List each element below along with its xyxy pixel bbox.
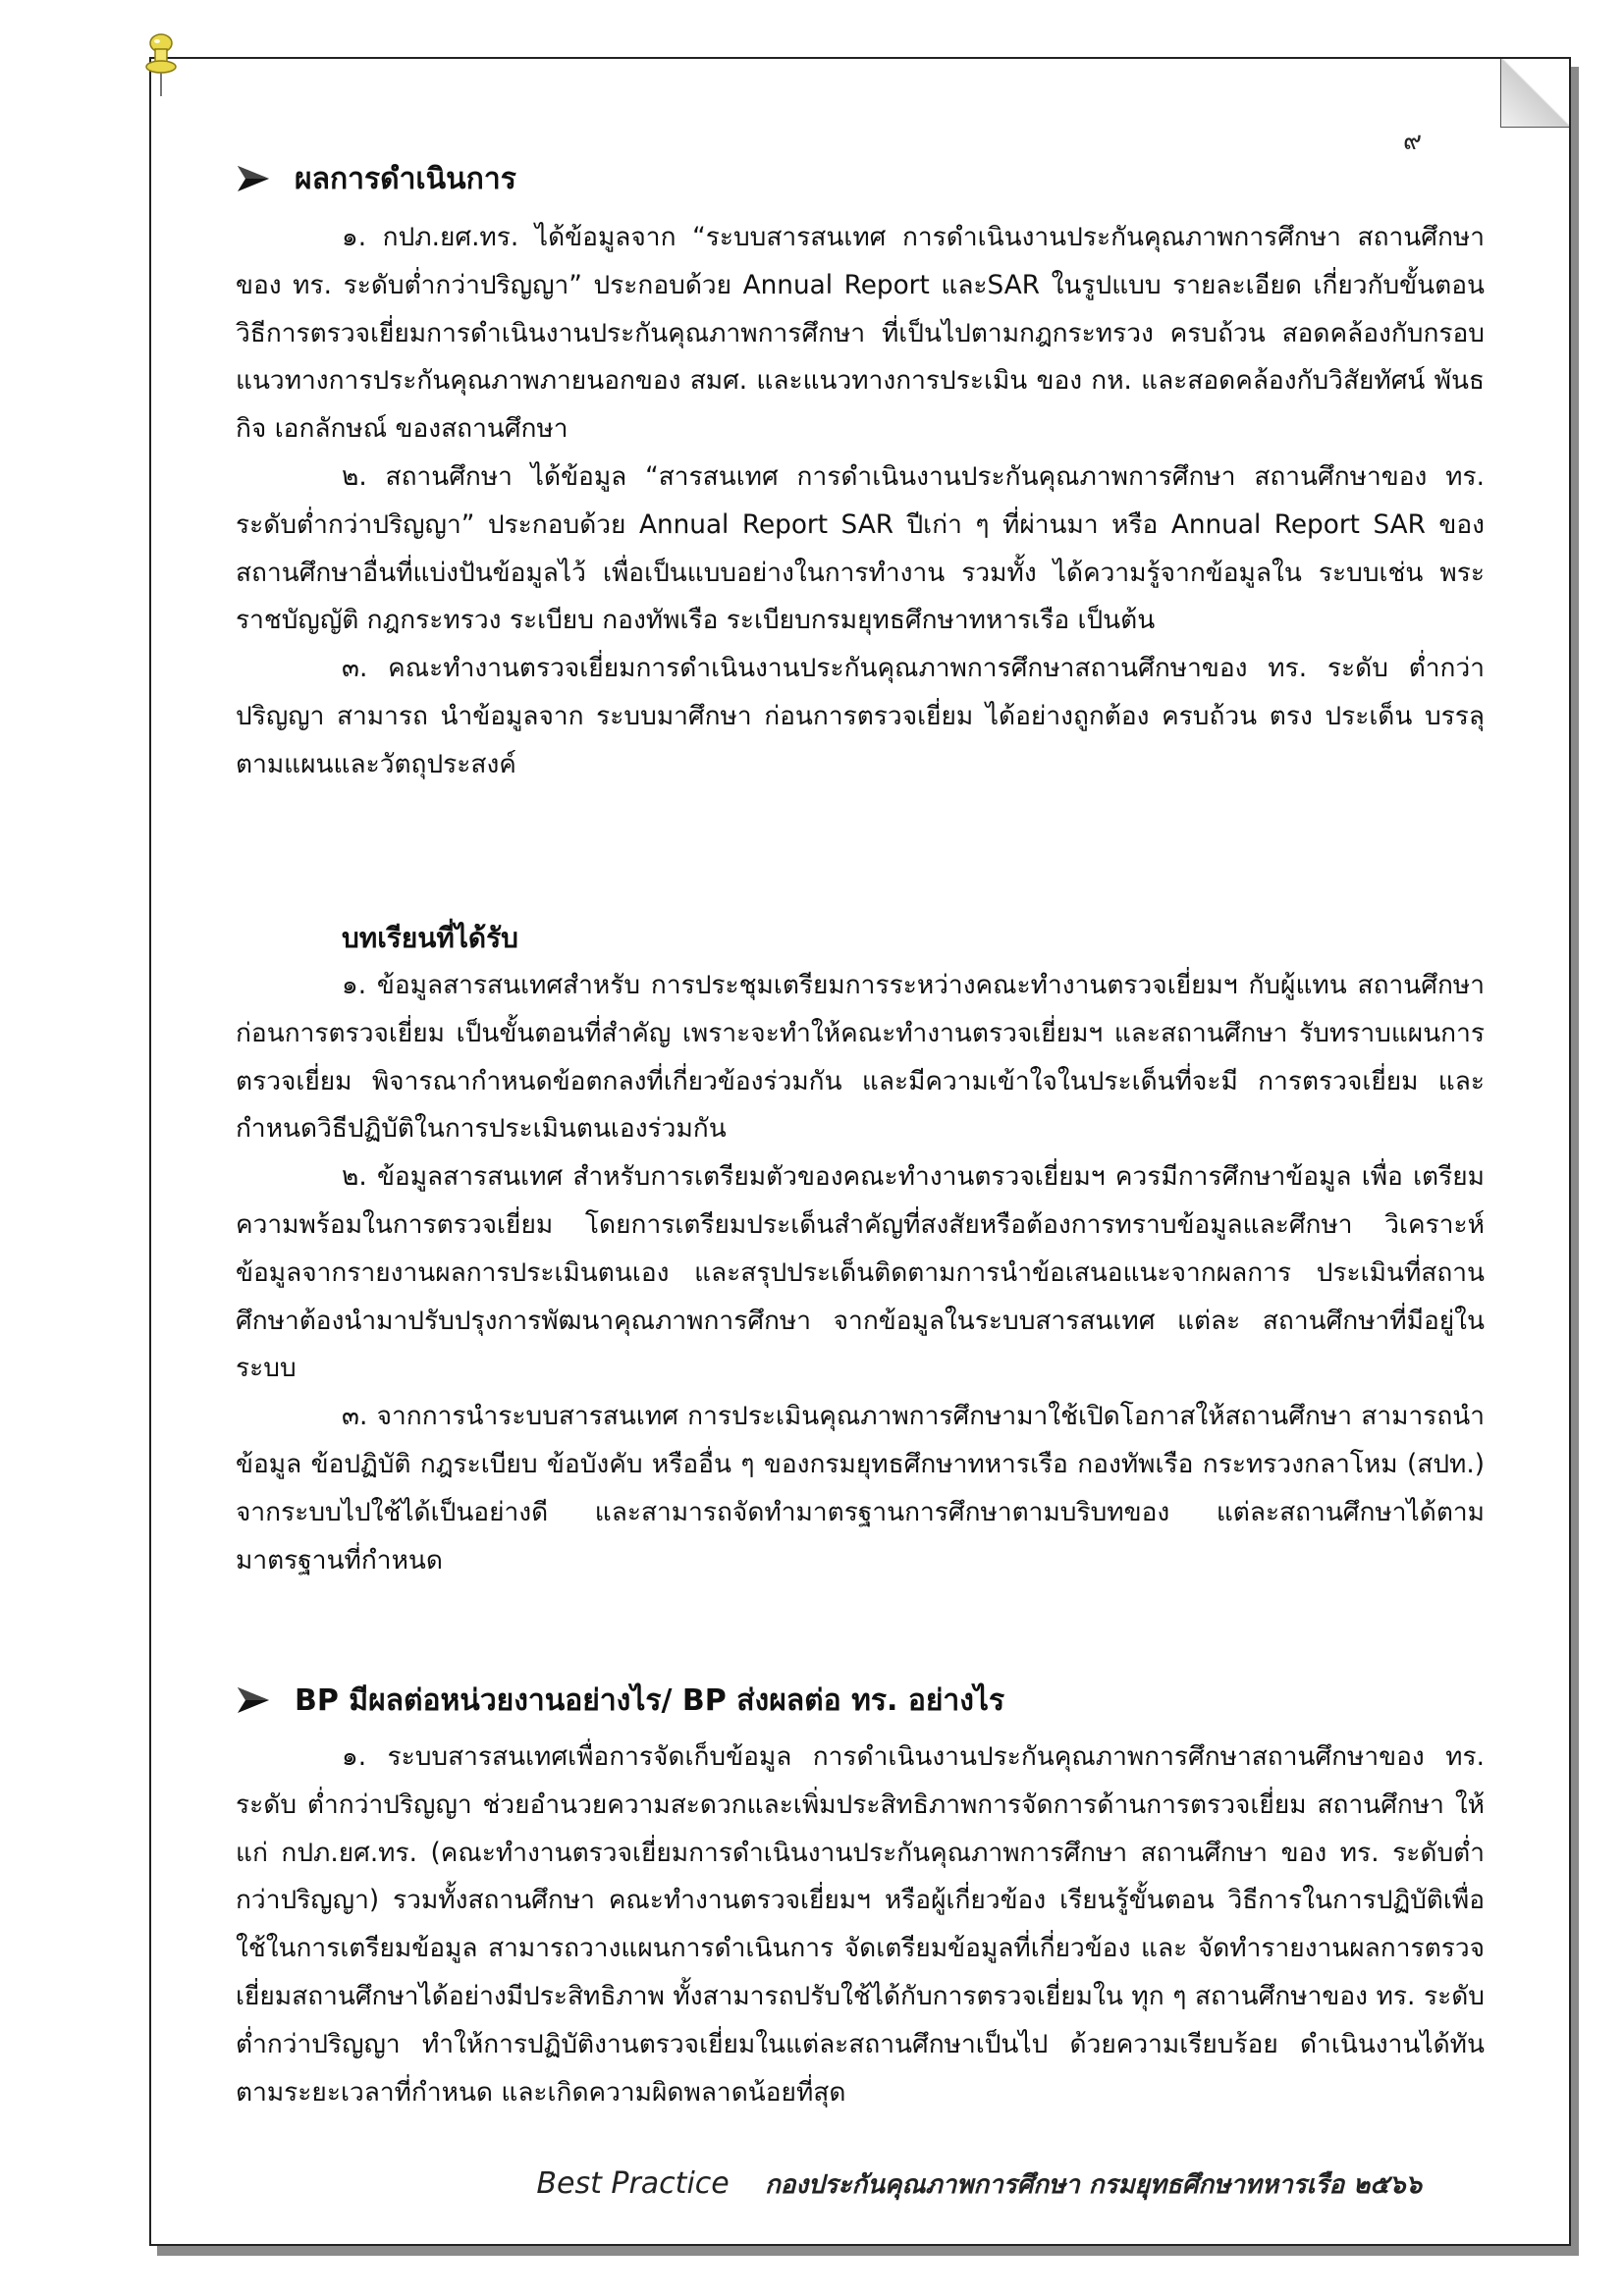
- heading-text: BP มีผลต่อหน่วยงานอย่างไร/ BP ส่งผลต่อ ทร. อย่างไร: [295, 1682, 1005, 1718]
- footer-label: Best Practice: [536, 2166, 730, 2201]
- paragraph: ๓. จากการนำระบบสารสนเทศ การประเมินคุณภาพการศึกษามาใช้เปิดโอกาสให้สถานศึกษา สามารถนำข้อมูล ข้อปฏิบัติ กฎระเบียบ ข้อบังคับ หรืออื่น ๆ ของกรมยุทธศึกษาทหารเรือ กองทัพเรือ กระทรวงกลาโหม (สปท.) จากระบบไปใช้ได้เป็นอย่างดี และสามารถจัดทำมาตรฐานการศึกษาตามบริบทของ แต่ละสถานศึกษาได้ตามมาตรฐานที่กำหนด: [236, 1402, 1485, 1575]
- page-fold-corner: [1500, 59, 1569, 128]
- section-subheading: บทเรียนที่ได้รับ: [342, 922, 518, 954]
- heading-text: ผลการดำเนินการ: [295, 161, 516, 196]
- paragraph: ๒. สถานศึกษา ได้ข้อมูล “สารสนเทศ การดำเนินงานประกันคุณภาพการศึกษา สถานศึกษาของ ทร. ระดับต่ำกว่าปริญญา” ประกอบด้วย Annual Report SAR ปีเก่า ๆ ที่ผ่านมา หรือ Annual Report SAR ของสถานศึกษาอื่นที่แบ่งปันข้อมูลไว้ เพื่อเป็นแบบอย่างในการทำงาน รวมทั้ง ได้ความรู้จากข้อมูลใน ระบบเช่น พระราชบัญญัติ กฎกระทรวง ระเบียบ กองทัพเรือ ระเบียบกรมยุทธศึกษาทหารเรือ เป็นต้น: [236, 461, 1485, 636]
- pushpin-icon: [141, 31, 181, 100]
- section-heading: [236, 1679, 1485, 1722]
- arrow-bullet-icon: [236, 1685, 271, 1715]
- paragraph: ๑. ระบบสารสนเทศเพื่อการจัดเก็บข้อมูล การดำเนินงานประกันคุณภาพการศึกษาสถานศึกษาของ ทร. ระดับ ต่ำกว่าปริญญา ช่วยอำนวยความสะดวกและเพิ่มประสิทธิภาพการจัดการด้านการตรวจเยี่ยม สถานศึกษา ให้แก่ กปภ.ยศ.ทร. (คณะทำงานตรวจเยี่ยมการดำเนินงานประกันคุณภาพการศึกษา สถานศึกษา ของ ทร. ระดับต่ำกว่าปริญญา) รวมทั้งสถานศึกษา คณะทำงานตรวจเยี่ยมฯ หรือผู้เกี่ยวข้อง เรียนรู้ขั้นตอน วิธีการในการปฏิบัติเพื่อใช้ในการเตรียมข้อมูล สามารถวางแผนการดำเนินการ จัดเตรียมข้อมูลที่เกี่ยวข้อง และ จัดทำรายงานผลการตรวจเยี่ยมสถานศึกษาได้อย่างมีประสิทธิภาพ ทั้งสามารถปรับใช้ได้กับการตรวจเยี่ยมใน ทุก ๆ สถานศึกษาของ ทร. ระดับต่ำกว่าปริญญา ทำให้การปฏิบัติงานตรวจเยี่ยมในแต่ละสถานศึกษาเป็นไป ด้วยความเรียบร้อย ดำเนินงานได้ทันตามระยะเวลาที่กำหนด และเกิดความผิดพลาดน้อยที่สุด: [236, 1742, 1485, 2108]
- page-footer: [536, 2164, 1422, 2205]
- paragraph: ๒. ข้อมูลสารสนเทศ สำหรับการเตรียมตัวของคณะทำงานตรวจเยี่ยมฯ ควรมีการศึกษาข้อมูล เพื่อ เตรียมความพร้อมในการตรวจเยี่ยม โดยการเตรียมประเด็นสำคัญที่สงสัยหรือต้องการทราบข้อมูลและศึกษา วิเคราะห์ข้อมูลจากรายงานผลการประเมินตนเอง และสรุปประเด็นติดตามการนำข้อเสนอแนะจากผลการ ประเมินที่สถานศึกษาต้องนำมาปรับปรุงการพัฒนาคุณภาพการศึกษา จากข้อมูลในระบบสารสนเทศ แต่ละ สถานศึกษาที่มีอยู่ในระบบ: [236, 1162, 1485, 1384]
- section-results: [236, 157, 1485, 789]
- document-page: [149, 57, 1571, 2246]
- paragraph: ๓. คณะทำงานตรวจเยี่ยมการดำเนินงานประกันคุณภาพการศึกษาสถานศึกษาของ ทร. ระดับ ต่ำกว่าปริญญา สามารถ นำข้อมูลจาก ระบบมาศึกษา ก่อนการตรวจเยี่ยม ได้อย่างถูกต้อง ครบถ้วน ตรง ประเด็น บรรลุตามแผนและวัตถุประสงค์: [236, 654, 1485, 779]
- section-impact: [236, 1679, 1485, 2116]
- page-number: ๙: [1402, 127, 1422, 156]
- paragraph: ๑. ข้อมูลสารสนเทศสำหรับ การประชุมเตรียมการระหว่างคณะทำงานตรวจเยี่ยมฯ กับผู้แทน สถานศึกษาก่อนการตรวจเยี่ยม เป็นขั้นตอนที่สำคัญ เพราะจะทำให้คณะทำงานตรวจเยี่ยมฯ และสถานศึกษา รับทราบแผนการตรวจเยี่ยม พิจารณากำหนดข้อตกลงที่เกี่ยวข้องร่วมกัน และมีความเข้าใจในประเด็นที่จะมี การตรวจเยี่ยม และกำหนดวิธีปฏิบัติในการประเมินตนเองร่วมกัน: [236, 971, 1485, 1145]
- footer-org: กองประกันคุณภาพการศึกษา กรมยุทธศึกษาทหารเรือ ๒๕๖๖: [765, 2170, 1422, 2200]
- paragraph: ๑. กปภ.ยศ.ทร. ได้ข้อมูลจาก “ระบบสารสนเทศ การดำเนินงานประกันคุณภาพการศึกษา สถานศึกษาของ ทร. ระดับต่ำกว่าปริญญา” ประกอบด้วย Annual Report และSAR ในรูปแบบ รายละเอียด เกี่ยวกับขั้นตอน วิธีการตรวจเยี่ยมการดำเนินงานประกันคุณภาพการศึกษา ที่เป็นไปตามกฎกระทรวง ครบถ้วน สอดคล้องกับกรอบแนวทางการประกันคุณภาพภายนอกของ สมศ. และแนวทางการประเมิน ของ กห. และสอดคล้องกับวิสัยทัศน์ พันธกิจ เอกลักษณ์ ของสถานศึกษา: [236, 223, 1485, 445]
- section-lessons: [236, 915, 1485, 1584]
- arrow-bullet-icon: [236, 164, 271, 193]
- section-heading: [236, 157, 1485, 200]
